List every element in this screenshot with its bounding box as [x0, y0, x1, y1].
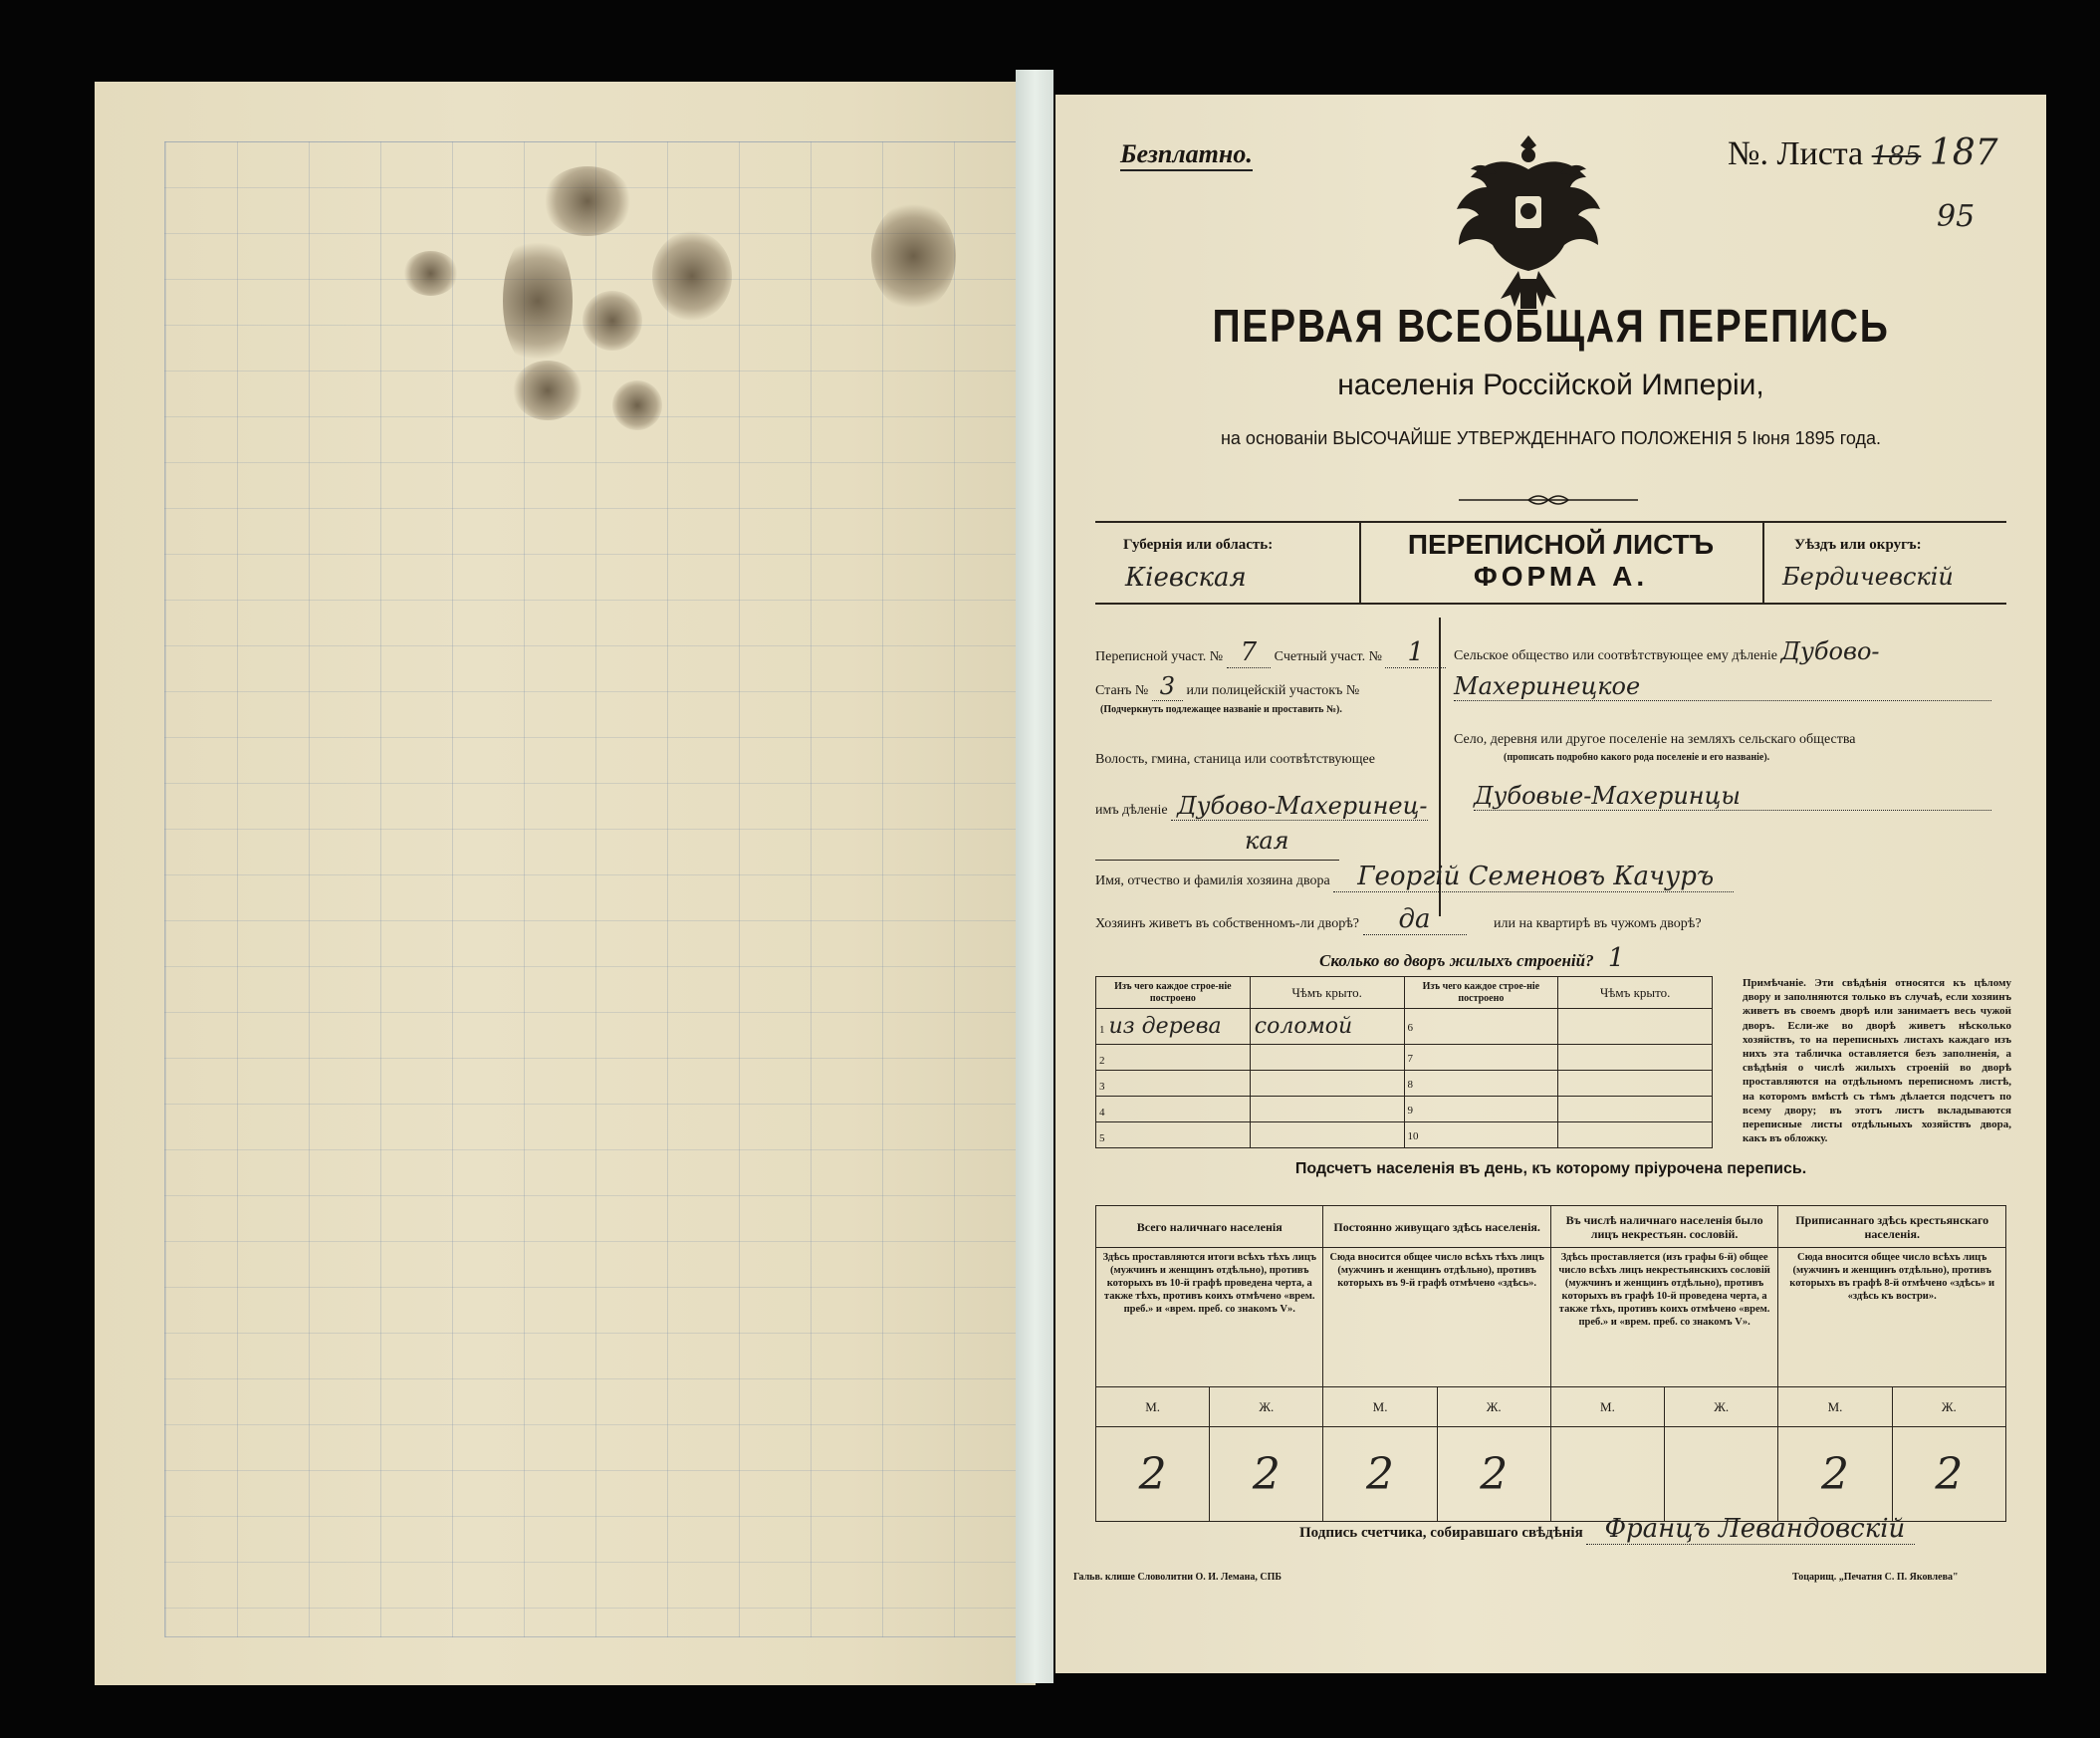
- count-col-desc: Сюда вносится общее число всѣхъ лицъ (мужчинъ и женщинъ отдѣльно), противъ которыхъ въ графѣ 8-й отмѣчено «здѣсь» и «здѣсь къ востри».: [1778, 1248, 2006, 1387]
- building-roof-cell-2: [1558, 1071, 1713, 1097]
- stan-row: [1095, 672, 1359, 700]
- count-female-header: Ж.: [1665, 1387, 1778, 1427]
- village-value: Дубовые-Махеринцы: [1474, 782, 1991, 811]
- building-material-value: [1105, 1045, 1109, 1070]
- count-male-value: [1550, 1427, 1664, 1522]
- society-label: Сельское общество или соотвѣтствующее ему дѣленіе: [1454, 648, 1777, 663]
- society-value-2: Махеринецкое: [1454, 672, 1991, 701]
- count-desc-row: [1096, 1248, 2006, 1387]
- signature-row: [1299, 1514, 1915, 1544]
- building-material-value: [1105, 1122, 1109, 1147]
- district-label: Уѣздъ или округъ:: [1794, 537, 1922, 553]
- province-label: Губернія или область:: [1123, 537, 1274, 553]
- owner-value: Георгій Семеновъ Качуръ: [1333, 862, 1734, 892]
- census-basis: на основаніи ВЫСОЧАЙШЕ УТВЕРЖДЕННАГО ПОЛОЖЕНІЯ 5 Іюня 1895 года.: [1220, 428, 1881, 448]
- own-yard-label: Хозяинъ живетъ въ собственномъ-ли дворѣ?: [1095, 916, 1360, 931]
- free-label: Безплатно.: [1120, 139, 1253, 171]
- ink-stain: [543, 166, 632, 236]
- count-values-row: [1096, 1427, 2006, 1522]
- building-roof-value: [1251, 1122, 1255, 1147]
- police-section-label: или полицейскій участокъ №: [1186, 683, 1360, 698]
- district-box: [1762, 523, 2008, 603]
- volost-underline: [1095, 860, 1339, 861]
- double-headed-eagle-emblem: [1449, 129, 1608, 314]
- count-head-row: [1096, 1206, 2006, 1248]
- corner-page-number: 95: [1937, 199, 1976, 234]
- building-number-2: 7: [1407, 1052, 1413, 1065]
- census-section-row: [1095, 637, 1446, 667]
- census-main-title: ПЕРВАЯ ВСЕОБЩАЯ ПЕРЕПИСЬ: [1212, 300, 1890, 352]
- building-material-cell: [1096, 1071, 1251, 1097]
- ink-stain: [871, 201, 956, 311]
- binding-spine: [1016, 70, 1053, 1683]
- census-subtitle: населенія Россійской Имперіи,: [1337, 369, 1764, 401]
- count-title: Подсчетъ населенія въ день, къ которому пріурочена перепись.: [1294, 1160, 1807, 1177]
- ornament-divider: [1459, 493, 1638, 507]
- building-material-cell-2: [1404, 1097, 1558, 1122]
- buildings-row: [1096, 1097, 1713, 1122]
- building-roof-cell-2: [1558, 1097, 1713, 1122]
- society-row: [1454, 637, 1880, 665]
- building-material-cell-2: [1404, 1071, 1558, 1097]
- buildings-col-material-2: Изъ чего каждое строе-ніе построено: [1404, 977, 1558, 1009]
- building-roof-cell: [1250, 1045, 1404, 1071]
- owner-row: [1095, 862, 1734, 891]
- building-roof-cell: [1250, 1009, 1404, 1045]
- building-material-value: [1105, 1071, 1109, 1096]
- count-female-header: Ж.: [1210, 1387, 1323, 1427]
- sheet-title: ПЕРЕПИСНОЙ ЛИСТЪ: [1407, 529, 1715, 560]
- building-material-cell: [1096, 1122, 1251, 1148]
- count-col-head: Въ числѣ наличнаго населенія было лицъ некрестьян. сословій.: [1550, 1206, 1778, 1248]
- volost-row: [1095, 792, 1428, 820]
- count-col-head: Приписаннаго здѣсь крестьянскаго населенія.: [1778, 1206, 2006, 1248]
- count-col-head: Постоянно живущаго здѣсь населенія.: [1323, 1206, 1550, 1248]
- building-number-2: 6: [1407, 1021, 1413, 1034]
- building-roof-cell-2: [1558, 1009, 1713, 1045]
- sheet-title-box: [1359, 523, 1762, 603]
- buildings-value: 1: [1607, 943, 1625, 973]
- building-roof-cell: [1250, 1122, 1404, 1148]
- buildings-row: [1096, 1009, 1713, 1045]
- volost-label-2: имъ дѣленіе: [1095, 803, 1168, 818]
- building-material-value: [1105, 1097, 1109, 1121]
- building-roof-cell: [1250, 1097, 1404, 1122]
- building-number-2: 9: [1407, 1104, 1413, 1117]
- buildings-body: [1096, 1009, 1713, 1148]
- buildings-row: [1096, 1045, 1713, 1071]
- count-col-head: Всего наличнаго населенія: [1096, 1206, 1323, 1248]
- count-female-header: Ж.: [1437, 1387, 1550, 1427]
- volost-label: Волость, гмина, станица или соотвѣтствующее: [1095, 752, 1375, 767]
- count-male-value: 2: [1323, 1427, 1437, 1522]
- building-roof-value: соломой: [1254, 1014, 1353, 1039]
- buildings-row: [1096, 1071, 1713, 1097]
- volost-value-1: Дубово-Махеринец-: [1171, 792, 1427, 821]
- sheet-form: ФОРМА А.: [1473, 561, 1649, 592]
- stan-value: 3: [1152, 672, 1183, 701]
- other-yard-label: или на квартирѣ въ чужомъ дворѣ?: [1494, 916, 1702, 931]
- census-section-label: Переписной участ. №: [1095, 649, 1224, 664]
- building-number: 1: [1099, 1024, 1105, 1036]
- village-label: Село, деревня или другое поселеніе на земляхъ сельскаго общества: [1454, 732, 1856, 747]
- count-mzh-row: [1096, 1387, 2006, 1427]
- owner-label: Имя, отчество и фамилія хозяина двора: [1095, 873, 1330, 888]
- buildings-col-roof-2: Чѣмъ крыто.: [1558, 977, 1713, 1009]
- count-male-header: М.: [1096, 1387, 1210, 1427]
- ink-stain: [583, 291, 642, 351]
- district-value: Бердичевскій: [1782, 563, 1954, 591]
- ink-stain: [403, 251, 458, 296]
- signature-value: Францъ Левандовскій: [1586, 1514, 1915, 1545]
- building-roof-value: [1251, 1097, 1255, 1121]
- sheet-number-value: 187: [1929, 132, 1998, 173]
- society-value-1: Дубово-: [1780, 637, 1880, 665]
- building-material-cell-2: [1404, 1009, 1558, 1045]
- buildings-table: [1095, 976, 1713, 1148]
- building-roof-value: [1251, 1071, 1255, 1096]
- count-male-header: М.: [1323, 1387, 1437, 1427]
- building-number: 2: [1099, 1055, 1105, 1067]
- building-material-cell: [1096, 1045, 1251, 1071]
- sheet-number-crossed: 185: [1871, 141, 1922, 171]
- building-roof-cell-2: [1558, 1122, 1713, 1148]
- count-female-value: [1665, 1427, 1778, 1522]
- building-material-value: из дерева: [1108, 1014, 1222, 1039]
- buildings-label: Сколько во дворъ жилыхъ строеній?: [1319, 951, 1594, 970]
- count-female-value: 2: [1437, 1427, 1550, 1522]
- ink-stain: [513, 361, 583, 420]
- volost-value-2: кая: [1245, 827, 1289, 855]
- count-female-value: 2: [1210, 1427, 1323, 1522]
- buildings-note: Примѣчаніе. Эти свѣдѣнія относятся къ цѣлому двору и заполняются только въ случаѣ, если хозяинъ живетъ въ своемъ дворѣ или занимаетъ весь чужой дворъ. Если-же во дворѣ живетъ нѣсколько хозяйствъ, то на переписныхъ листахъ каждаго изъ нихъ эта табличка оставляется безъ заполненія, а свѣдѣнія о числѣ жилыхъ строеній во дворѣ проставляются на отдѣльномъ переписномъ листѣ, на которомъ вмѣстѣ съ тѣмъ дѣлается подсчетъ по всему двору; въ этотъ листъ вкладываются переписные листы отдѣльныхъ хозяйствъ двора, какъ въ обложку.: [1743, 977, 2011, 1145]
- province-box: [1095, 523, 1361, 603]
- building-material-cell: [1096, 1097, 1251, 1122]
- left-page: [95, 82, 1036, 1685]
- building-roof-cell: [1250, 1071, 1404, 1097]
- buildings-row: [1319, 943, 1624, 973]
- own-yard-row: [1095, 904, 1702, 934]
- building-material-cell: [1096, 1009, 1251, 1045]
- form-header: [1095, 521, 2006, 605]
- count-male-header: М.: [1778, 1387, 1892, 1427]
- own-yard-value: да: [1363, 904, 1467, 935]
- buildings-col-material: Изъ чего каждое строе-ніе построено: [1096, 977, 1251, 1009]
- ink-stain: [652, 231, 732, 321]
- buildings-row: [1096, 1122, 1713, 1148]
- signature-label: Подпись счетчика, собиравшаго свѣдѣнія: [1299, 1525, 1583, 1541]
- left-page-grid: [164, 141, 1018, 1637]
- province-value: Кіевская: [1125, 563, 1247, 593]
- buildings-col-roof: Чѣмъ крыто.: [1250, 977, 1404, 1009]
- building-number: 3: [1099, 1081, 1105, 1093]
- right-page: [1055, 95, 2046, 1673]
- building-number: 5: [1099, 1132, 1105, 1144]
- building-material-cell-2: [1404, 1122, 1558, 1148]
- building-number-2: 10: [1407, 1129, 1419, 1142]
- printer-mark-left: Гальв. клише Словолитни О. И. Лемана, СПБ: [1073, 1572, 1282, 1583]
- building-number: 4: [1099, 1107, 1105, 1118]
- count-col-desc: Здѣсь проставляются итоги всѣхъ тѣхъ лицъ (мужчинъ и женщинъ отдѣльно), противъ которыхъ въ 10-й графѣ проведена черта, а также тѣхъ, противъ коихъ отмѣчено «врем. преб.» и «врем. преб. со знакомъ V».: [1096, 1248, 1323, 1387]
- count-male-header: М.: [1550, 1387, 1664, 1427]
- count-section-value: 1: [1385, 637, 1446, 668]
- building-roof-value: [1251, 1045, 1255, 1070]
- village-note: (прописать подробно какого рода поселеніе и его названіе).: [1504, 752, 1770, 763]
- count-female-value: 2: [1892, 1427, 2005, 1522]
- count-section-label: Счетный участ. №: [1274, 649, 1382, 664]
- sheet-number-label: [1728, 132, 1998, 173]
- building-roof-cell-2: [1558, 1045, 1713, 1071]
- count-table: [1095, 1205, 2006, 1522]
- count-col-desc: Сюда вносится общее число всѣхъ тѣхъ лицъ (мужчинъ и женщинъ отдѣльно), противъ которыхъ въ 9-й графѣ отмѣчено «здѣсь».: [1323, 1248, 1550, 1387]
- underline-note: (Подчеркнуть подлежащее названіе и проставить №).: [1100, 704, 1342, 715]
- building-material-cell-2: [1404, 1045, 1558, 1071]
- sheet-number-caption: №. Листа: [1728, 135, 1864, 172]
- ink-stain: [612, 380, 662, 430]
- count-col-desc: Здѣсь проставляется (изъ графы 6-й) общее число всѣхъ лицъ некрестьянскихъ сословій (мужчинъ и женщинъ отдѣльно), противъ которыхъ въ графѣ 10-й проведена черта, а также тѣхъ, противъ коихъ отмѣчено «врем. преб.» и «врем. преб. со знакомъ V».: [1550, 1248, 1778, 1387]
- count-male-value: 2: [1096, 1427, 1210, 1522]
- count-female-header: Ж.: [1892, 1387, 2005, 1427]
- building-number-2: 8: [1407, 1078, 1413, 1091]
- stan-label: Станъ №: [1095, 683, 1149, 698]
- census-section-value: 7: [1227, 637, 1272, 668]
- printer-mark-right: Тоцарищ. „Печатня С. П. Яковлева": [1792, 1572, 1959, 1583]
- count-male-value: 2: [1778, 1427, 1892, 1522]
- ink-stain: [503, 231, 573, 371]
